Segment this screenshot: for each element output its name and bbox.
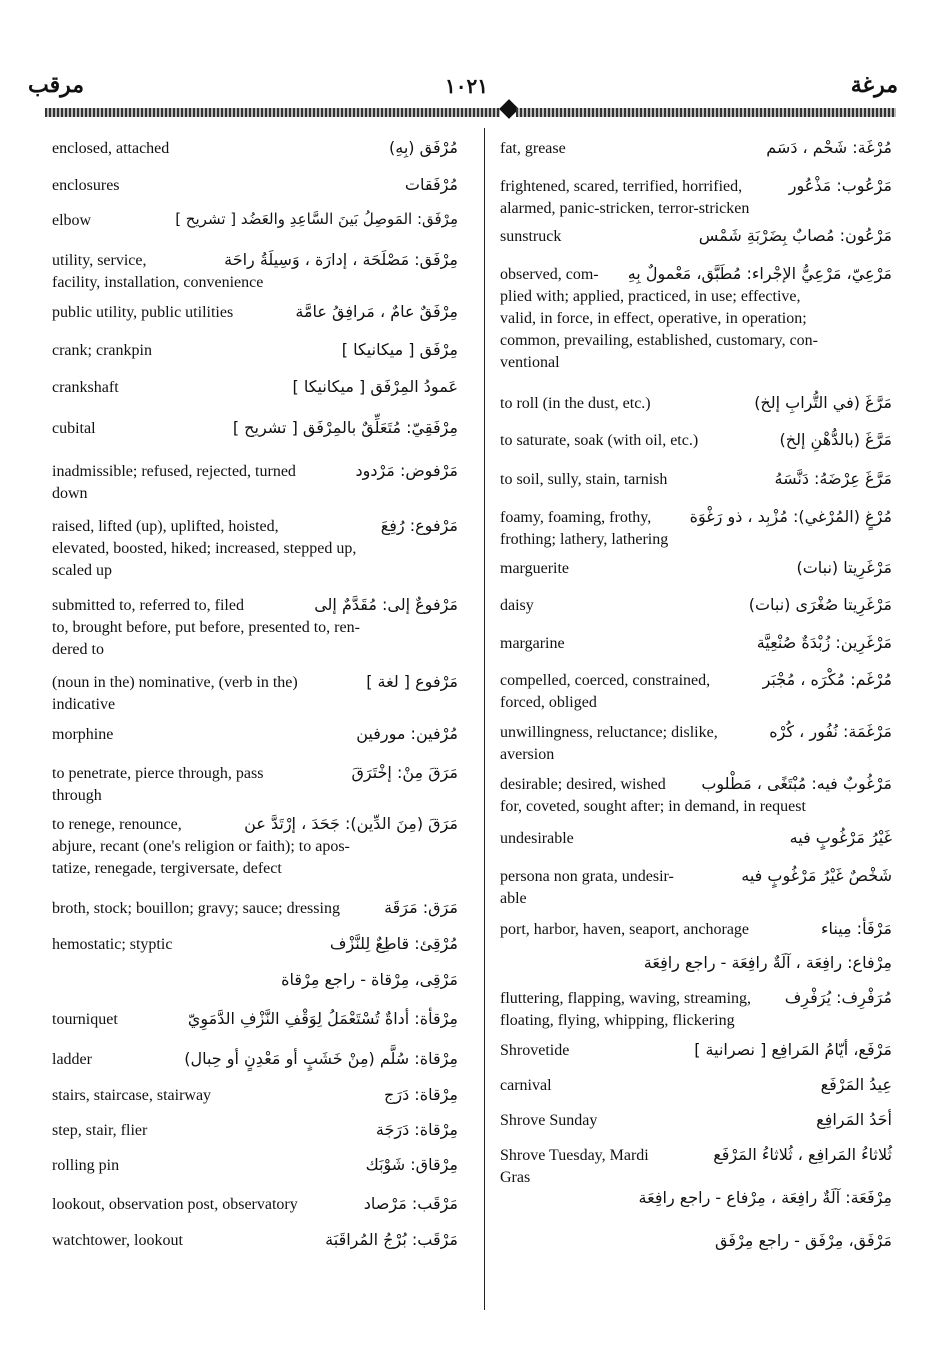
entry-english: (noun in the) nominative, (verb in the) bbox=[52, 674, 298, 691]
entry-arabic-headword: مَرَّغَ (بالدُّهْنِ إلخ) bbox=[779, 430, 892, 449]
entry-english: persona non grata, undesir- bbox=[500, 868, 674, 885]
entry-english: ladder bbox=[52, 1051, 92, 1068]
entry-continuation-line: facility, installation, convenience bbox=[52, 274, 264, 291]
entry-arabic-headword: مَرْغَرِيتا (نبات) bbox=[796, 558, 892, 577]
entry-english: crank; crankpin bbox=[52, 342, 152, 359]
entry-english: Shrove Sunday bbox=[500, 1112, 598, 1129]
entry-continuation-line: plied with; applied, practiced, in use; effective, bbox=[500, 288, 801, 305]
entry-continuation-line: forced, obliged bbox=[500, 694, 597, 711]
entry-arabic-headword: غَيْرُ مَرْغُوبٍ فيه bbox=[789, 828, 892, 847]
entry-arabic-headword: مُرْفَق (بِهِ) bbox=[389, 138, 458, 157]
entry-continuation-line: scaled up bbox=[52, 562, 112, 579]
entry-arabic-headword: مِرْفَعَة: آلَةٌ رافِعَة ، مِرْفاع - راجع رافِعَة bbox=[638, 1188, 892, 1207]
entry-continuation-line: elevated, boosted, hiked; increased, stepped up, bbox=[52, 540, 357, 557]
entry-arabic-headword: مِرْقأة: أداةٌ تُسْتَعْمَلُ لِوَقْفِ النَّزْفِ الدَّمَوِيّ bbox=[187, 1009, 458, 1028]
entry-arabic-headword: مُرْقِئ: قاطِعٌ لِلنَّزْف bbox=[329, 934, 458, 953]
entry-arabic-headword: مَرَّغَ عِرْضَهُ: دَنَّسَهُ bbox=[774, 469, 892, 488]
entry-continuation-line: to, brought before, put before, presented to, ren- bbox=[52, 619, 360, 636]
entry-arabic-headword: مَرَقَ (مِنَ الدِّين): جَحَدَ ، إرْتَدَّ عن bbox=[244, 814, 458, 833]
entry-english: observed, com- bbox=[500, 266, 599, 283]
entry-arabic-headword: مُرْغَم: مُكْرَه ، مُجْبَر bbox=[762, 670, 892, 689]
entry-english: hemostatic; styptic bbox=[52, 936, 173, 953]
entry-english: broth, stock; bouillon; gravy; sauce; dressing bbox=[52, 900, 340, 917]
entry-english: Shrove Tuesday, Mardi bbox=[500, 1147, 649, 1164]
entry-continuation-line: dered to bbox=[52, 641, 104, 658]
entry-english: desirable; desired, wished bbox=[500, 776, 666, 793]
entry-english: inadmissible; refused, rejected, turned bbox=[52, 463, 296, 480]
entry-english: public utility, public utilities bbox=[52, 304, 234, 321]
entry-arabic-headword: مَرْعُون: مُصابٌ بِضَرْبَةِ شَمْس bbox=[698, 226, 892, 245]
entry-arabic-headword: مِرْقاق: شَوْبَك bbox=[365, 1155, 458, 1174]
entry-arabic-headword: مَرْفَأ: مِيناء bbox=[820, 919, 892, 938]
entry-continuation-line: able bbox=[500, 890, 527, 907]
entry-english: lookout, observation post, observatory bbox=[52, 1196, 298, 1213]
entry-arabic-headword: مَرْفوض: مَرْدود bbox=[355, 461, 458, 480]
entry-english: carnival bbox=[500, 1077, 552, 1094]
entry-english: to saturate, soak (with oil, etc.) bbox=[500, 432, 699, 449]
entry-arabic-headword: مَرْغُوبٌ فيه: مُبْتَغًى ، مَطْلوب bbox=[701, 774, 892, 793]
entry-english: enclosed, attached bbox=[52, 140, 170, 157]
entry-english: rolling pin bbox=[52, 1157, 120, 1174]
entry-continuation-line: through bbox=[52, 787, 102, 804]
entry-arabic-headword: شَخْصٌ غَيْرُ مَرْغُوبٍ فيه bbox=[741, 866, 892, 885]
entry-english: sunstruck bbox=[500, 228, 562, 245]
entry-english: watchtower, lookout bbox=[52, 1232, 183, 1249]
entry-arabic-headword: مُرَفْرِف: يُرَفْرِف bbox=[784, 988, 892, 1007]
entry-english: crankshaft bbox=[52, 379, 119, 396]
entry-arabic-headword: مَرْقَب: مَرْصاد bbox=[363, 1194, 458, 1213]
entry-arabic-headword: مُرْفين: مورفين bbox=[356, 724, 458, 743]
entry-continuation-line: ventional bbox=[500, 354, 560, 371]
header-rule-right bbox=[516, 108, 896, 117]
entry-arabic-headword: مَرْغَرِين: زُبْدَةٌ صُنْعِيَّة bbox=[756, 633, 892, 652]
entry-arabic-headword: مَرَقَ مِنْ: إخْتَرَقَ bbox=[351, 763, 458, 782]
entry-english: fluttering, flapping, waving, streaming, bbox=[500, 990, 752, 1007]
entry-continuation-line: abjure, recant (one's religion or faith); to apos- bbox=[52, 838, 350, 855]
entry-english: frightened, scared, terrified, horrified, bbox=[500, 178, 743, 195]
page-number: ١٠٢١ bbox=[445, 74, 488, 98]
entry-english: to penetrate, pierce through, pass bbox=[52, 765, 264, 782]
entry-english: morphine bbox=[52, 726, 114, 743]
entry-continuation-line: aversion bbox=[500, 746, 555, 763]
entry-arabic-headword: مَرْفَق، مِرْفَق - راجع مِرْفَق bbox=[714, 1231, 892, 1250]
entry-arabic-headword: مَرَّغَ (في التُّرابِ إلخ) bbox=[754, 393, 892, 412]
running-head-left: مرقب bbox=[28, 72, 85, 98]
entry-arabic-headword: مِرْفَقٌ عامٌ ، مَرافِقُ عامَّة bbox=[295, 302, 458, 321]
entry-continuation-line: for, coveted, sought after; in demand, in request bbox=[500, 798, 806, 815]
entry-continuation-line: common, prevailing, established, customary, con- bbox=[500, 332, 818, 349]
entry-arabic-headword: مُرْغَة: شَحْم ، دَسَم bbox=[766, 138, 892, 157]
entry-arabic-headword: ثُلاثاءُ المَرافِع ، ثُلاثاءُ المَرْفَع bbox=[713, 1145, 892, 1164]
entry-continuation-line: floating, flying, whipping, flickering bbox=[500, 1012, 735, 1029]
entry-continuation-line: valid, in force, in effect, operative, in operation; bbox=[500, 310, 807, 327]
entry-english: raised, lifted (up), uplifted, hoisted, bbox=[52, 518, 279, 535]
entry-english: tourniquet bbox=[52, 1011, 118, 1028]
entry-arabic-headword: مَرْعِيّ، مَرْعِيُّ الإجْراء: مُطَبَّق، مَعْمولٌ بِهِ bbox=[627, 264, 892, 283]
entry-arabic-headword: مِرْفَق: مَصْلَحَة ، إدارَة ، وَسِيلَةُ راحَة bbox=[224, 250, 458, 269]
entry-english: enclosures bbox=[52, 177, 120, 194]
entry-continuation-line: down bbox=[52, 485, 88, 502]
entry-arabic-headword: مِرْفَق [ ميكانيكا ] bbox=[341, 340, 458, 359]
entry-english: utility, service, bbox=[52, 252, 147, 269]
entry-english: foamy, foaming, frothy, bbox=[500, 509, 652, 526]
entry-arabic-headword: مَرْقَب: بُرْجُ المُراقَبَة bbox=[325, 1230, 458, 1249]
entry-english: elbow bbox=[52, 212, 92, 229]
entry-arabic-headword: مَرْفوعٌ إلى: مُقَدَّمٌ إلى bbox=[314, 595, 458, 614]
entry-continuation-line: frothing; lathery, lathering bbox=[500, 531, 669, 548]
entry-english: port, harbor, haven, seaport, anchorage bbox=[500, 921, 750, 938]
entry-arabic-headword: مَرْعُوب: مَذْعُور bbox=[788, 176, 892, 195]
entry-arabic-headword: عَمودُ المِرْفَق [ ميكانيكا ] bbox=[292, 377, 458, 396]
entry-continuation-line: Gras bbox=[500, 1169, 531, 1186]
entry-english: submitted to, referred to, filed bbox=[52, 597, 244, 614]
entry-english: to soil, sully, stain, tarnish bbox=[500, 471, 668, 488]
entry-arabic-headword: مَرْقِى، مِرْقاة - راجع مِرْقاة bbox=[281, 970, 458, 989]
entry-english: marguerite bbox=[500, 560, 570, 577]
entry-arabic-headword: مِرْفاع: رافِعَة ، آلَةٌ رافِعَة - راجع رافِعَة bbox=[643, 953, 892, 972]
entry-english: to renege, renounce, bbox=[52, 816, 182, 833]
entry-english: compelled, coerced, constrained, bbox=[500, 672, 711, 689]
entry-continuation-line: indicative bbox=[52, 696, 116, 713]
entry-arabic-headword: مَرْغَمَة: نُفُور ، كُرْه bbox=[769, 722, 892, 741]
entry-continuation-line: tatize, renegade, tergiversate, defect bbox=[52, 860, 282, 877]
entry-english: stairs, staircase, stairway bbox=[52, 1087, 212, 1104]
entry-arabic-headword: مِرْقاة: سُلَّم (مِنْ خَشَبٍ أو مَعْدِنٍ أو حِبال) bbox=[184, 1049, 458, 1068]
entry-arabic-headword: مُرْغٍ (المُرْغي): مُزْبِد ، ذو رَغْوَة bbox=[689, 507, 892, 526]
entry-arabic-headword: مِرْقاة: دَرَجَة bbox=[375, 1120, 458, 1139]
entry-english: fat, grease bbox=[500, 140, 566, 157]
entry-arabic-headword: أحَدُ المَرافِع bbox=[816, 1110, 892, 1129]
entry-english: step, stair, flier bbox=[52, 1122, 148, 1139]
header-rule-left bbox=[45, 108, 500, 117]
entry-arabic-headword: مُرْفَقات bbox=[404, 175, 458, 194]
entry-english: daisy bbox=[500, 597, 534, 614]
entry-english: undesirable bbox=[500, 830, 574, 847]
entry-arabic-headword: عِيدُ المَرْفَع bbox=[820, 1075, 892, 1094]
entry-arabic-headword: مَرْغَرِيتا صُغْرَى (نبات) bbox=[748, 595, 892, 614]
entry-arabic-headword: مَرْفوع [ لغة ] bbox=[366, 672, 458, 691]
entry-arabic-headword: مَرْفَع، أيّامُ المَرافِع [ نصرانية ] bbox=[694, 1040, 892, 1059]
entry-english: margarine bbox=[500, 635, 565, 652]
entry-arabic-headword: مِرْقاة: دَرَج bbox=[384, 1085, 458, 1104]
entry-english: Shrovetide bbox=[500, 1042, 570, 1059]
entry-arabic-headword: مِرْفَق: المَوصِلُ بَينَ السَّاعِدِ والعَضُد [ تشريح ] bbox=[175, 210, 458, 228]
column-divider bbox=[484, 128, 485, 1310]
entry-arabic-headword: مِرْفَقِيّ: مُتَعَلِّقٌ بالمِرْفَق [ تشريح ] bbox=[232, 418, 458, 437]
entry-english: to roll (in the dust, etc.) bbox=[500, 395, 651, 412]
entry-english: cubital bbox=[52, 420, 96, 437]
running-head-right: مرغة bbox=[850, 72, 898, 98]
entry-arabic-headword: مَرَق: مَرَقَة bbox=[384, 898, 458, 917]
entry-continuation-line: alarmed, panic-stricken, terror-stricken bbox=[500, 200, 750, 217]
entry-arabic-headword: مَرْفوع: رُفِعَ bbox=[380, 516, 458, 535]
entry-english: unwillingness, reluctance; dislike, bbox=[500, 724, 718, 741]
